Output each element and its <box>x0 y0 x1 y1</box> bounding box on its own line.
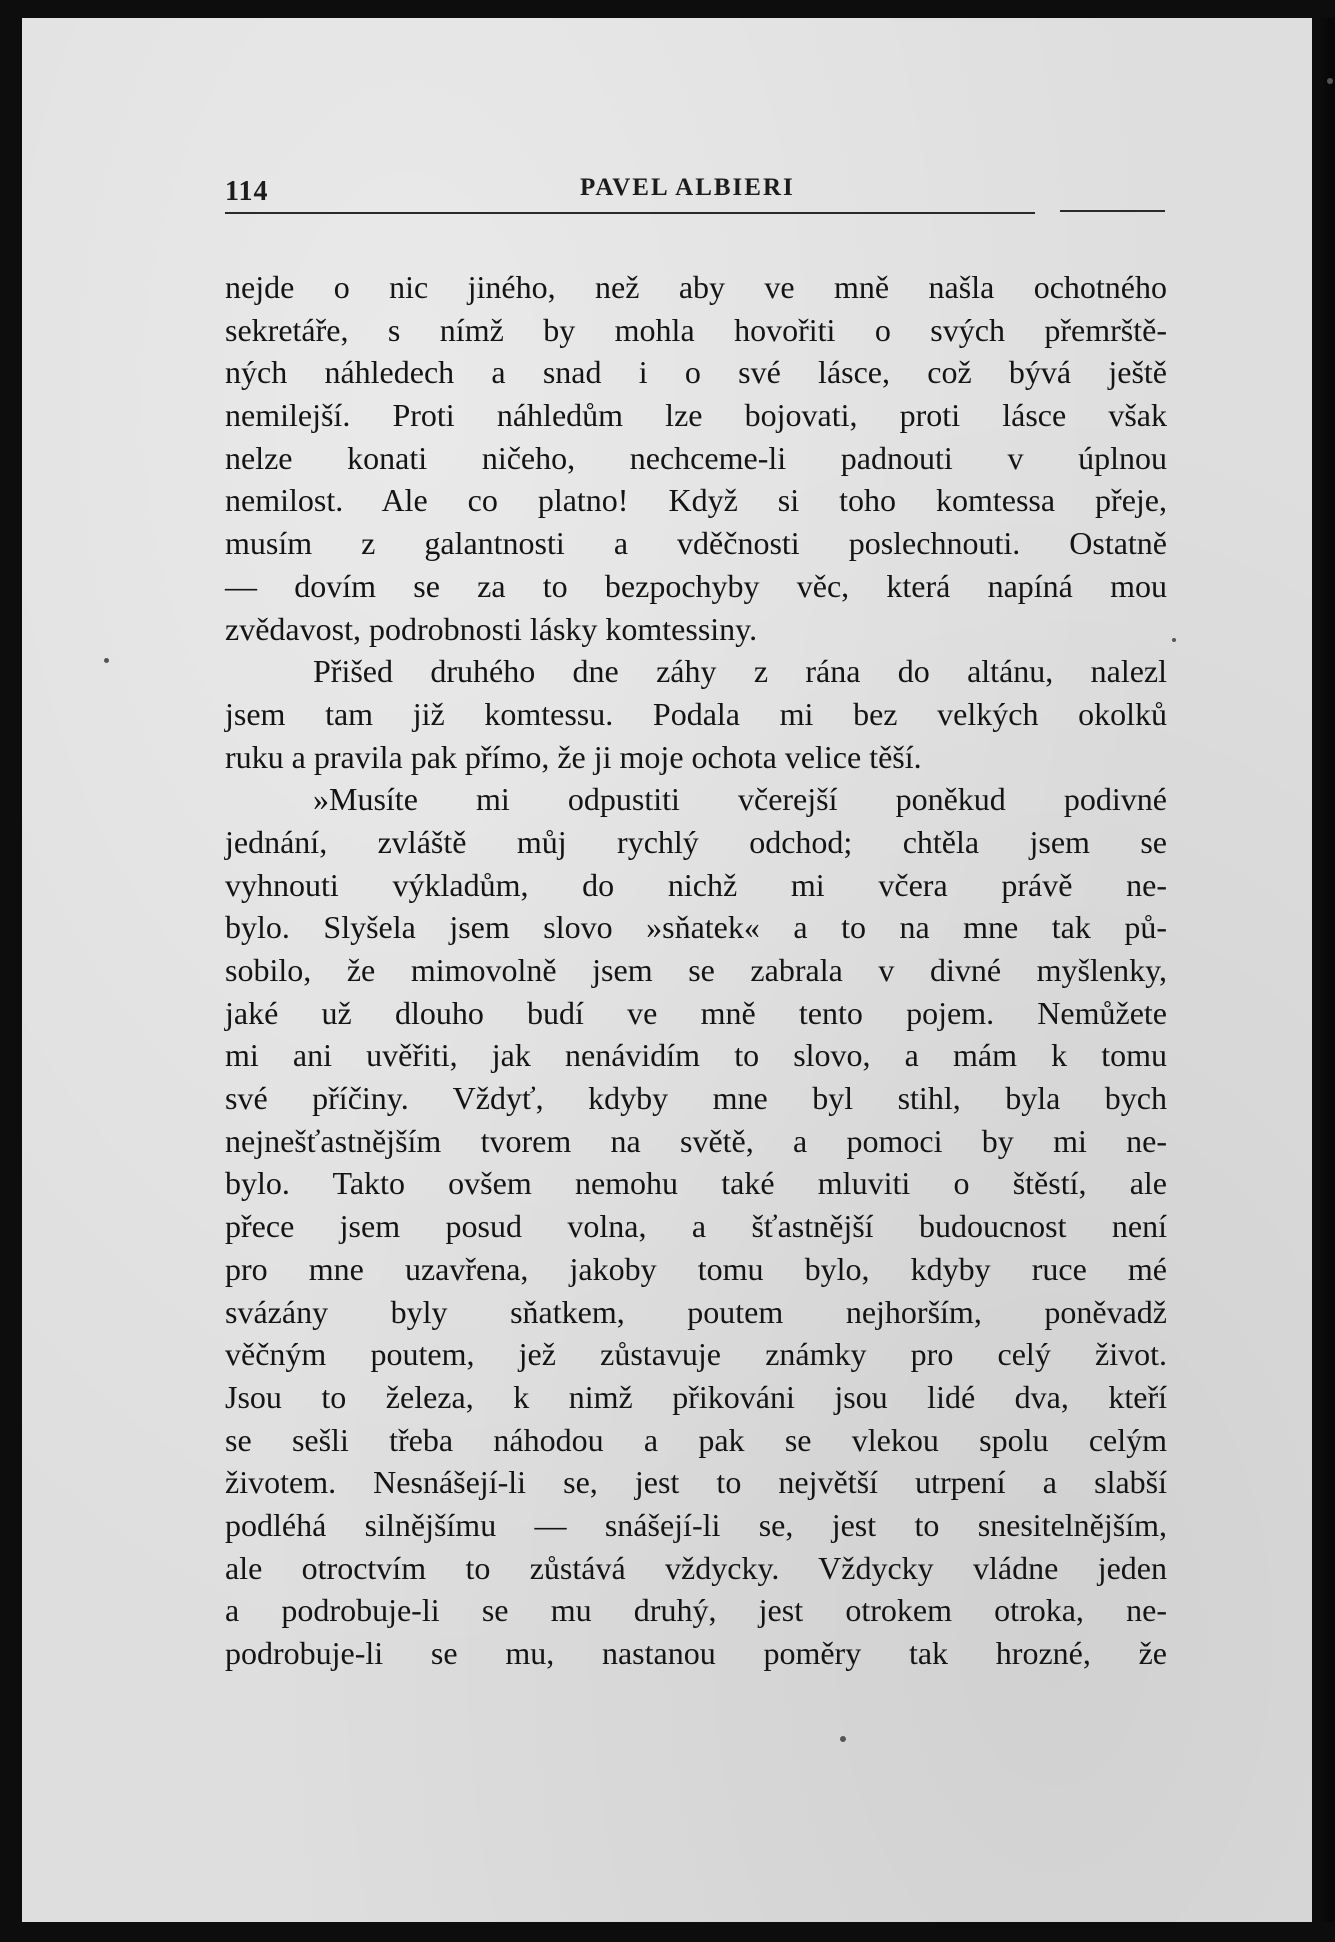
text-line: životem. Nesnášejí-li se, jest to největší utrpení a slabší <box>225 1464 1167 1501</box>
text-line: nemilost. Ale co platno! Když si toho komtessa přeje, <box>225 482 1167 519</box>
text-line: bylo. Slyšela jsem slovo »sňatek« a to na mne tak pů- <box>225 909 1167 946</box>
text-line: vyhnouti výkladům, do nichž mi včera právě ne- <box>225 866 1167 903</box>
text-line: se sešli třeba náhodou a pak se vlekou spolu celým <box>225 1421 1167 1458</box>
text-line: mi ani uvěřiti, jak nenávidím to slovo, a mám k tomu <box>225 1037 1167 1074</box>
text-line: zvědavost, podrobnosti lásky komtessiny. <box>225 610 758 647</box>
scan-speck <box>1172 638 1176 642</box>
text-line: podléhá silnějšímu — snášejí-li se, jest to snesitelnějším, <box>225 1506 1167 1543</box>
text-line: jaké už dlouho budí ve mně tento pojem. Nemůžete <box>225 994 1167 1031</box>
text-line: jednání, zvláště můj rychlý odchod; chtěla jsem se <box>225 823 1167 860</box>
text-line: — dovím se za to bezpochyby věc, která napíná mou <box>225 567 1167 604</box>
text-line: ných náhledech a snad i o své lásce, což bývá ještě <box>225 354 1167 391</box>
text-line: sobilo, že mimovolně jsem se zabrala v divné myšlenky, <box>225 952 1167 988</box>
scan-speck <box>1327 78 1333 84</box>
scan-speck <box>840 1736 846 1742</box>
page-header <box>225 168 1165 218</box>
text-line: věčným poutem, jež zůstavuje známky pro celý život. <box>225 1336 1167 1373</box>
text-line: jsem tam již komtessu. Podala mi bez velkých okolků <box>225 695 1167 732</box>
text-line: ale otroctvím to zůstává vždycky. Vždycky vládne jeden <box>225 1549 1167 1586</box>
text-line: bylo. Takto ovšem nemohu také mluviti o štěstí, ale <box>225 1165 1167 1202</box>
header-rule <box>225 212 1035 214</box>
header-rule-short <box>1060 210 1165 212</box>
text-line: nemilejší. Proti náhledům lze bojovati, proti lásce však <box>225 397 1167 434</box>
text-line: nelze konati ničeho, nechceme-li padnouti v úplnou <box>225 439 1167 476</box>
text-line: pro mne uzavřena, jakoby tomu bylo, kdyby ruce mé <box>225 1250 1167 1287</box>
text-line: musím z galantnosti a vděčnosti poslechnouti. Ostatně <box>225 525 1167 562</box>
text-line: podrobuje-li se mu, nastanou poměry tak hrozné, že <box>225 1635 1167 1671</box>
text-line: nejnešťastnějším tvorem na světě, a pomoci by mi ne- <box>225 1122 1167 1159</box>
page-edge-shadow <box>1318 18 1334 1922</box>
text-line: ruku a pravila pak přímo, že ji moje ochota velice těší. <box>225 738 922 775</box>
text-line: své příčiny. Vždyť, kdyby mne byl stihl, byla bych <box>225 1080 1167 1117</box>
scan-speck <box>104 658 109 663</box>
text-line: a podrobuje-li se mu druhý, jest otrokem otroka, ne- <box>225 1592 1167 1629</box>
body-text <box>225 266 1167 1675</box>
text-line: nejde o nic jiného, než aby ve mně našla ochotného <box>225 269 1167 305</box>
page-number: 114 <box>225 176 269 207</box>
text-line: »Musíte mi odpustiti včerejší poněkud podivné <box>313 781 1167 818</box>
text-line: Přišed druhého dne záhy z rána do altánu, nalezl <box>313 653 1167 690</box>
text-line: přece jsem posud volna, a šťastnější budoucnost není <box>225 1208 1167 1245</box>
running-head: PAVEL ALBIERI <box>580 174 795 201</box>
text-line: svázány byly sňatkem, poutem nejhorším, poněvadž <box>225 1293 1167 1330</box>
text-line: sekretáře, s nímž by mohla hovořiti o svých přemrště- <box>225 311 1167 348</box>
text-line: Jsou to železa, k nimž přikováni jsou lidé dva, kteří <box>225 1378 1167 1415</box>
